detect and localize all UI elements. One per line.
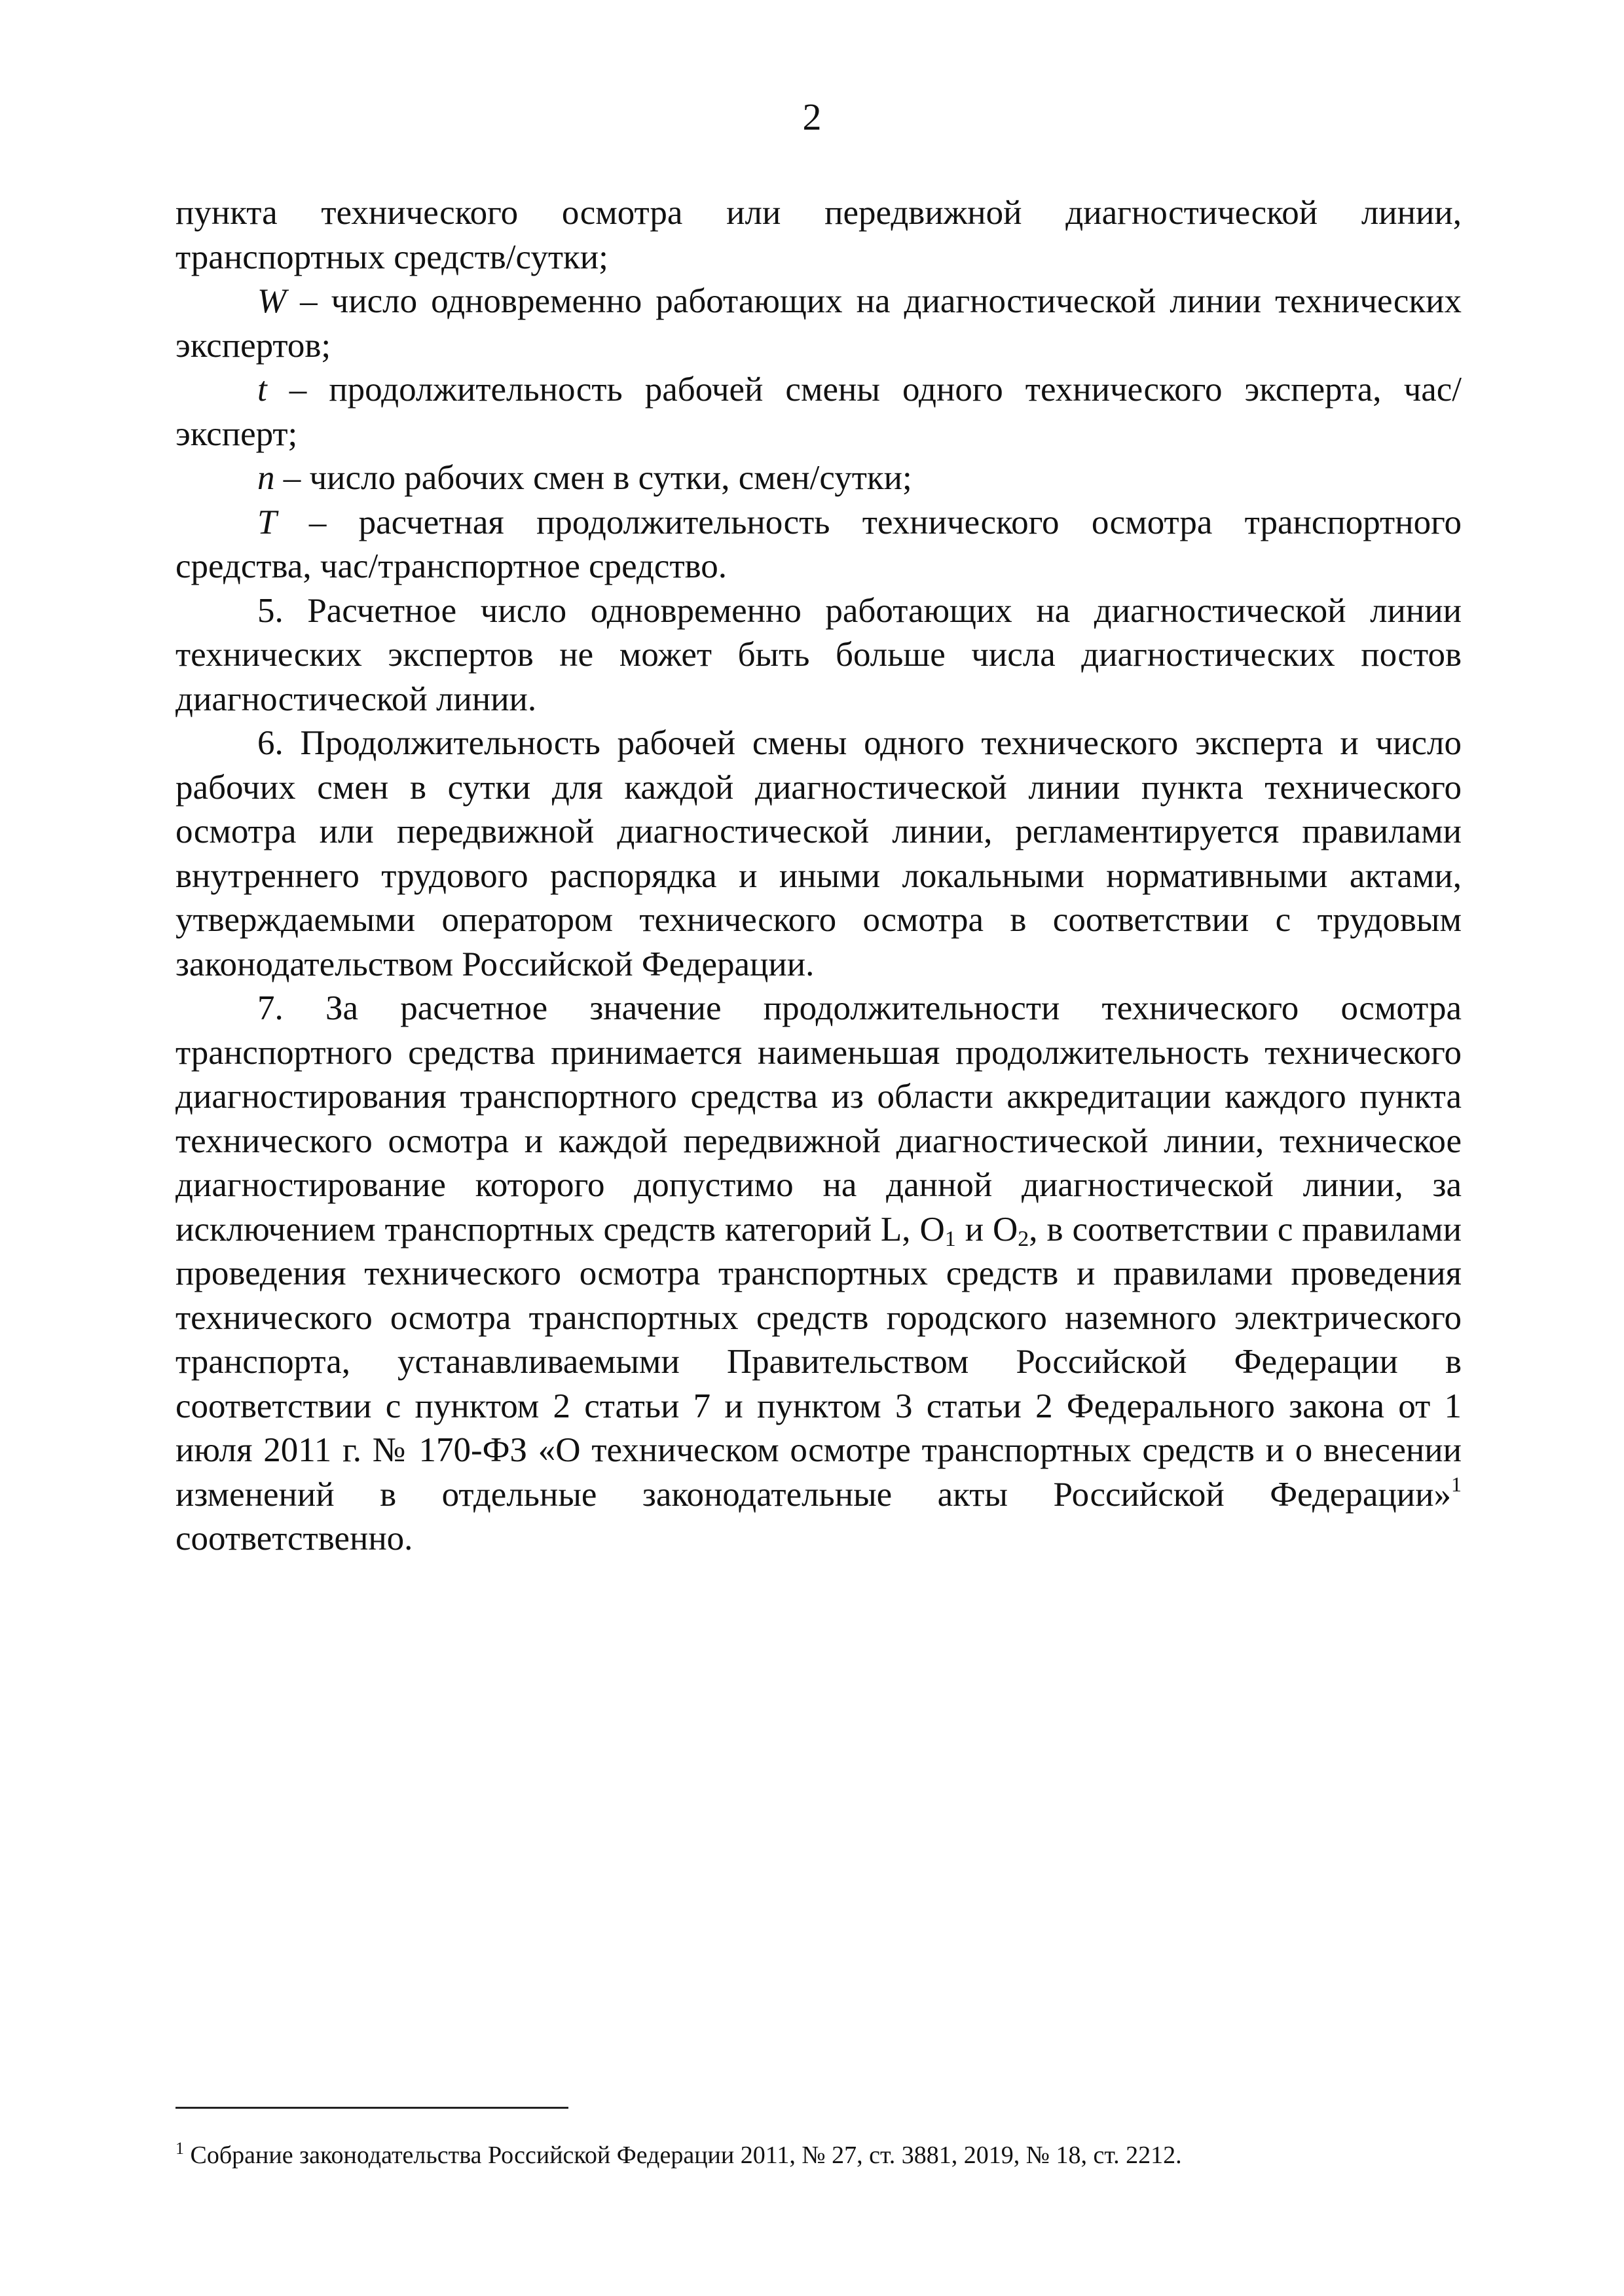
footnote-reference[interactable]: 1 bbox=[1451, 1472, 1462, 1496]
variable-t: t bbox=[257, 371, 267, 409]
paragraph-7 bbox=[175, 987, 1462, 1561]
paragraph-7-part-a: 7. За расчетное значение продолжительности технического осмотра транспортного средства принимается наименьшая продолжительность технического диагностирования транспортного средства из области аккредитации каждого пункта технического осмотра и каждой передвижной диагностической линии, техническое диагностирование которого допустимо на данной диагностической линии, за исключением транспортных средств категорий L, O bbox=[175, 989, 1462, 1248]
definition-T bbox=[175, 501, 1462, 589]
document-body bbox=[175, 191, 1462, 1561]
definition-T-text: – расчетная продолжительность технического осмотра транспортного средства, час/транспортное средство. bbox=[175, 503, 1462, 585]
definition-t bbox=[175, 368, 1462, 456]
paragraph-7-part-mid: и O bbox=[955, 1210, 1018, 1248]
footnote-marker: 1 bbox=[175, 2139, 184, 2158]
definition-n bbox=[175, 456, 1462, 501]
subscript-2: 2 bbox=[1018, 1226, 1029, 1251]
subscript-1: 1 bbox=[944, 1226, 956, 1251]
paragraph-continuation: пункта технического осмотра или передвижной диагностической линии, транспортных средств/сутки; bbox=[175, 194, 1462, 276]
variable-n: n bbox=[257, 459, 275, 497]
definition-w bbox=[175, 280, 1462, 368]
paragraph-7-part-c: соответственно. bbox=[175, 1520, 413, 1558]
footnote-text: Собрание законодательства Российской Федерации 2011, № 27, ст. 3881, 2019, № 18, ст. 2212. bbox=[184, 2141, 1182, 2169]
definition-w-text: – число одновременно работающих на диагностической линии технических экспертов; bbox=[175, 282, 1462, 365]
paragraph-5: 5. Расчетное число одновременно работающих на диагностической линии технических экспертов не может быть больше числа диагностических постов диагностической линии. bbox=[175, 591, 1462, 718]
definition-n-text: – число рабочих смен в сутки, смен/сутки; bbox=[274, 459, 912, 497]
variable-w: W bbox=[257, 282, 287, 320]
paragraph-6: 6. Продолжительность рабочей смены одного технического эксперта и число рабочих смен в сутки для каждой диагностической линии пункта технического осмотра или передвижной диагностической линии, регламентируется правилами внутреннего трудового распорядка и иными локальными нормативными актами, утверждаемыми оператором технического осмотра в соответствии с трудовым законодательством Российской Федерации. bbox=[175, 724, 1462, 983]
variable-T: T bbox=[257, 503, 277, 541]
footnote bbox=[175, 2140, 1462, 2171]
definition-t-text: – продолжительность рабочей смены одного технического эксперта, час/эксперт; bbox=[175, 371, 1462, 453]
paragraph-7-part-b: , в соответствии с правилами проведения технического осмотра транспортных средств и правилами проведения технического осмотра транспортных средств городского наземного электрического транспорта, устанавливаемыми Правительством Российской Федерации в соответствии с пунктом 2 статьи 7 и пунктом 3 статьи 2 Федерального закона от 1 июля 2011 г. № 170-ФЗ «О техническом осмотре транспортных средств и о внесении изменений в отдельные законодательные акты Российской Федерации» bbox=[175, 1210, 1462, 1514]
page-number: 2 bbox=[802, 96, 822, 138]
footnote-separator bbox=[175, 2107, 568, 2109]
